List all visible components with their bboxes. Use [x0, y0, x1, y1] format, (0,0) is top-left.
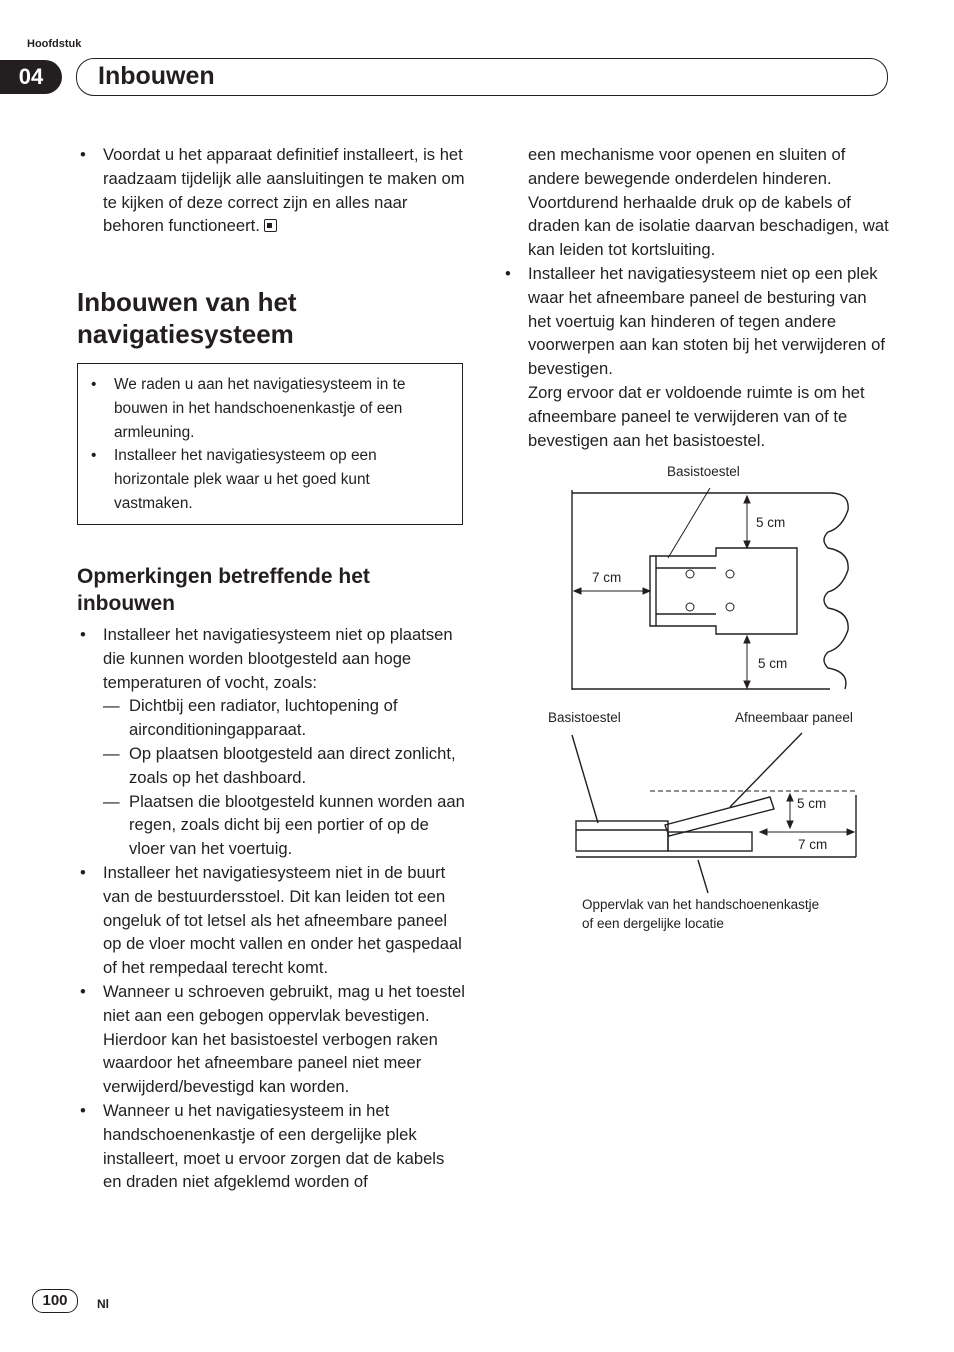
base-unit-shape [650, 548, 797, 634]
section-title: Inbouwen van het navigatiesysteem [77, 287, 297, 349]
note-bullet: • Wanneer u het navigatiesysteem in het handschoenenkastje of een dergelijke plek installeert, moet u ervoor zorgen dat de kabels en draden niet afgeklemd worden of [77, 1099, 467, 1194]
screw-hole [686, 570, 694, 578]
note-bullet: • Installeer het navigatiesysteem niet op een plek waar het afneembare paneel de besturing van het voertuig kan hinderen of tegen andere voorwerpen aan kan stoten bij het verwijderen of bevestigen. Zorg ervoor dat er voldoende ruimte is om het afneembare paneel te verwijderen van of te bevestigen aan het basistoestel. [502, 262, 894, 452]
figure-side-view [540, 705, 894, 940]
note-item: • We raden u aan het navigatiesysteem in te bouwen in het handschoenenkastje of een armleuning. [88, 373, 452, 444]
screw-hole [686, 603, 694, 611]
panel-lower [668, 832, 752, 851]
note-bullet: • Installeer het navigatiesysteem niet in de buurt van de bestuurdersstoel. Dit kan leiden tot een ongeluk of tot letsel als het afneembare paneel op de vloer mocht vallen en onder het gaspedaal of het rempedaal terecht komt. [77, 861, 467, 980]
panel-raised [665, 797, 774, 836]
dash-item: — Plaatsen die blootgesteld kunnen worden aan regen, zoals dicht bij een portier of op de vloer van het voertuig. [103, 790, 467, 861]
screw-hole [726, 570, 734, 578]
note-bullet-extra: Zorg ervoor dat er voldoende ruimte is om het afneembare paneel te verwijderen van of te bevestigen aan het basistoestel. [528, 382, 865, 450]
note-item: • Installeer het navigatiesysteem op een horizontale plek waar u het goed kunt vastmaken. [88, 444, 452, 515]
base-unit-block [576, 821, 668, 851]
dash-item: — Dichtbij een radiator, luchtopening of airconditioningapparaat. [103, 694, 467, 742]
figure-top-view [560, 460, 880, 700]
screw-hole [726, 603, 734, 611]
installation-notes-left [77, 623, 467, 1194]
dimension-horizontal: 7 cm [798, 837, 828, 852]
note-bullet: • Installeer het navigatiesysteem niet op plaatsen die kunnen worden blootgesteld aan hoge temperaturen of vocht, zoals: — Dichtbij een radiator, luchtopening of airconditioningapparaat. — Op plaatsen blootgesteld aan direct zonlicht, zoals op het dashboard. — Plaatsen die blootgesteld kunnen worden aan regen, zoals dicht bij een portier of op de vloer van het voertuig. [77, 623, 467, 861]
subsection-title: Opmerkingen betreffende het inbouwen [77, 565, 370, 615]
dash-item: — Op plaatsen blootgesteld aan direct zonlicht, zoals op het dashboard. [103, 742, 467, 790]
figure-caption: Oppervlak van het handschoenenkastje of een dergelijke locatie [582, 897, 820, 931]
continued-paragraph: een mechanisme voor openen en sluiten of andere bewegende onderdelen hinderen. Voortdurend herhaalde druk op de kabels of draden kan de isolatie daarvan beschadigen, wat kan leiden tot kortsluiting. [528, 145, 889, 260]
page-number: 100 [32, 1289, 78, 1313]
intro-block [77, 143, 467, 238]
chapter-number-badge: 04 [0, 60, 62, 94]
end-of-section-icon [264, 219, 277, 232]
label-detachable-panel: Afneembaar paneel [735, 710, 853, 725]
label-base-unit-side: Basistoestel [548, 710, 621, 725]
dimension-left: 7 cm [592, 570, 622, 585]
dimension-bottom: 5 cm [758, 656, 788, 671]
note-bullet: • Wanneer u schroeven gebruikt, mag u het toestel niet aan een gebogen oppervlak bevestigen. Hierdoor kan het basistoestel verbogen raken waardoor het afneembare paneel niet meer verwijderd/bevestigd kan worden. [77, 980, 467, 1099]
chapter-title: Inbouwen [98, 62, 215, 90]
chapter-label: Hoofdstuk [27, 38, 82, 50]
note-box [77, 363, 463, 525]
installation-notes-right [502, 143, 894, 452]
language-code: Nl [97, 1297, 109, 1311]
label-base-unit: Basistoestel [667, 464, 740, 479]
dimension-vertical: 5 cm [797, 796, 827, 811]
wavy-edge [824, 493, 848, 689]
dimension-top: 5 cm [756, 515, 786, 530]
intro-bullet: • Voordat u het apparaat definitief installeert, is het raadzaam tijdelijk alle aansluitingen te maken om te kijken of deze correct zijn en alles naar behoren functioneert. [77, 143, 467, 238]
